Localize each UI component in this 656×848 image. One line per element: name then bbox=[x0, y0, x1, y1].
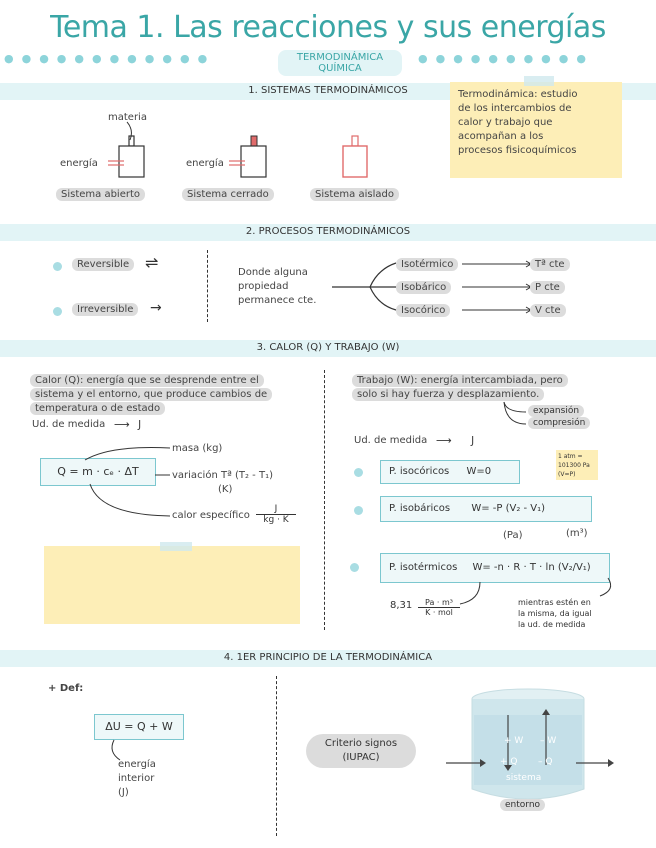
atm-conversion-note: 1 atm = 101300 Pa (V=P) bbox=[556, 450, 598, 480]
sistema-label: sistema bbox=[506, 773, 542, 783]
bullet-reversible bbox=[53, 262, 62, 271]
materia-label: materia bbox=[108, 112, 147, 123]
bullet-isotermicos bbox=[350, 563, 359, 572]
plus-w-label: + W bbox=[504, 736, 524, 746]
section-3-divider bbox=[324, 370, 325, 630]
def-label: + Def: bbox=[48, 683, 84, 694]
property-constant-text: Donde alguna propiedad permanece cte. bbox=[238, 267, 317, 306]
ud-medida-q-label: Ud. de medida bbox=[32, 419, 106, 430]
compresion-label: compresión bbox=[528, 418, 590, 428]
section-2-header: 2. PROCESOS TERMODINÁMICOS bbox=[0, 224, 656, 241]
energia-label-closed: energía bbox=[186, 158, 224, 169]
isotermico-label: Isotérmico bbox=[396, 258, 458, 271]
units-note: mientras estén en la misma, da igual la ud. de medida bbox=[518, 598, 592, 629]
criterio-signos-badge: Criterio signos (IUPAC) bbox=[306, 734, 416, 768]
masa-label: masa (kg) bbox=[172, 443, 223, 454]
minus-q-label: – Q bbox=[538, 757, 553, 767]
plus-q-label: + Q bbox=[500, 757, 518, 767]
unit-w: J bbox=[471, 434, 475, 447]
blank-note bbox=[44, 546, 300, 624]
isotermicos-box: P. isotérmicos W= -n · R · T · ln (V₂/V₁) bbox=[380, 553, 610, 583]
calor-definition: Calor (Q): energía que se desprende entre el sistema y el entorno, que produce cambios de temperatura o de estado bbox=[30, 374, 305, 416]
open-system-flask bbox=[108, 122, 144, 177]
thermodynamics-definition-note: Termodinámica: estudio de los intercambios de calor y trabajo que acompañan a los procesos fisicoquímicos bbox=[450, 82, 622, 178]
energia-label-open: energía bbox=[60, 158, 98, 169]
heat-equation-arrows bbox=[80, 440, 180, 530]
isotermico-result: Tª cte bbox=[530, 258, 570, 271]
page-subtitle: TERMODINÁMICA QUÍMICA bbox=[278, 50, 402, 76]
isocorico-result: V cte bbox=[530, 304, 566, 317]
energia-interior-label: energía interior (J) bbox=[118, 759, 156, 798]
sign-convention-diagram bbox=[440, 685, 620, 815]
ud-medida-w-label: Ud. de medida bbox=[354, 435, 428, 446]
open-system-label: Sistema abierto bbox=[56, 188, 145, 201]
isolated-system-flask bbox=[343, 136, 367, 177]
reversible-arrows-icon: ⇌ bbox=[145, 253, 159, 272]
section-4-header: 4. 1ER PRINCIPIO DE LA TERMODINÁMICA bbox=[0, 650, 656, 667]
expansion-compression-arrows bbox=[500, 400, 530, 432]
section-4-divider bbox=[276, 676, 277, 836]
isobarico-label: Isobárico bbox=[396, 281, 451, 294]
section-3-header: 3. CALOR (Q) Y TRABAJO (W) bbox=[0, 340, 656, 357]
pa-unit: (Pa) bbox=[503, 530, 523, 541]
decorative-dots-right: ●●●●●●●●●● bbox=[418, 52, 594, 65]
unit-q: J bbox=[138, 418, 142, 431]
expansion-label: expansión bbox=[528, 406, 584, 416]
isobaricos-box: P. isobáricos W= -P (V₂ - V₁) bbox=[380, 496, 592, 522]
arrow-right-icon: ⟶ bbox=[436, 434, 452, 447]
systems-diagram bbox=[0, 100, 440, 190]
first-law-equation-box: ΔU = Q + W bbox=[94, 714, 184, 740]
section-2-divider bbox=[207, 250, 208, 322]
heat-equation-box: Q = m · cₑ · ΔT bbox=[40, 458, 156, 486]
closed-system-flask bbox=[229, 136, 266, 177]
tape-decoration bbox=[524, 76, 554, 86]
r-constant-unit: Pa · m³ K · mol bbox=[418, 598, 460, 617]
isocorico-label: Isocórico bbox=[396, 304, 450, 317]
page-title: Tema 1. Las reacciones y sus energías bbox=[50, 10, 606, 45]
calor-especifico-unit: J kg · K bbox=[256, 504, 296, 525]
irreversible-label: Irreversible bbox=[72, 303, 138, 316]
bullet-isocoricos bbox=[354, 468, 363, 477]
minus-w-label: – W bbox=[540, 736, 557, 746]
irreversible-arrow-icon: → bbox=[150, 300, 162, 316]
process-branches-diagram bbox=[320, 255, 620, 325]
section-1-header: 1. SISTEMAS TERMODINÁMICOS bbox=[0, 83, 656, 100]
closed-system-label: Sistema cerrado bbox=[182, 188, 274, 201]
decorative-dots-left: ●●●●●●●●●●●● bbox=[4, 52, 216, 65]
variacion-label: variación Tª (T₂ - T₁) bbox=[172, 470, 273, 481]
isolated-system-label: Sistema aislado bbox=[310, 188, 399, 201]
tape-decoration bbox=[160, 542, 192, 551]
reversible-label: Reversible bbox=[72, 258, 134, 271]
trabajo-definition: Trabajo (W): energía intercambiada, pero solo si hay fuerza y desplazamiento. bbox=[352, 374, 632, 402]
bullet-irreversible bbox=[53, 307, 62, 316]
variacion-unit: (K) bbox=[218, 484, 233, 495]
m3-unit: (m³) bbox=[566, 528, 588, 539]
arrow-right-icon: ⟶ bbox=[114, 418, 130, 431]
isocoricos-box: P. isocóricos W=0 bbox=[380, 460, 520, 484]
isobarico-result: P cte bbox=[530, 281, 565, 294]
calor-especifico-label: calor específico bbox=[172, 510, 250, 521]
r-constant: 8,31 bbox=[390, 600, 413, 611]
entorno-label: entorno bbox=[500, 799, 545, 811]
bullet-isobaricos bbox=[354, 506, 363, 515]
